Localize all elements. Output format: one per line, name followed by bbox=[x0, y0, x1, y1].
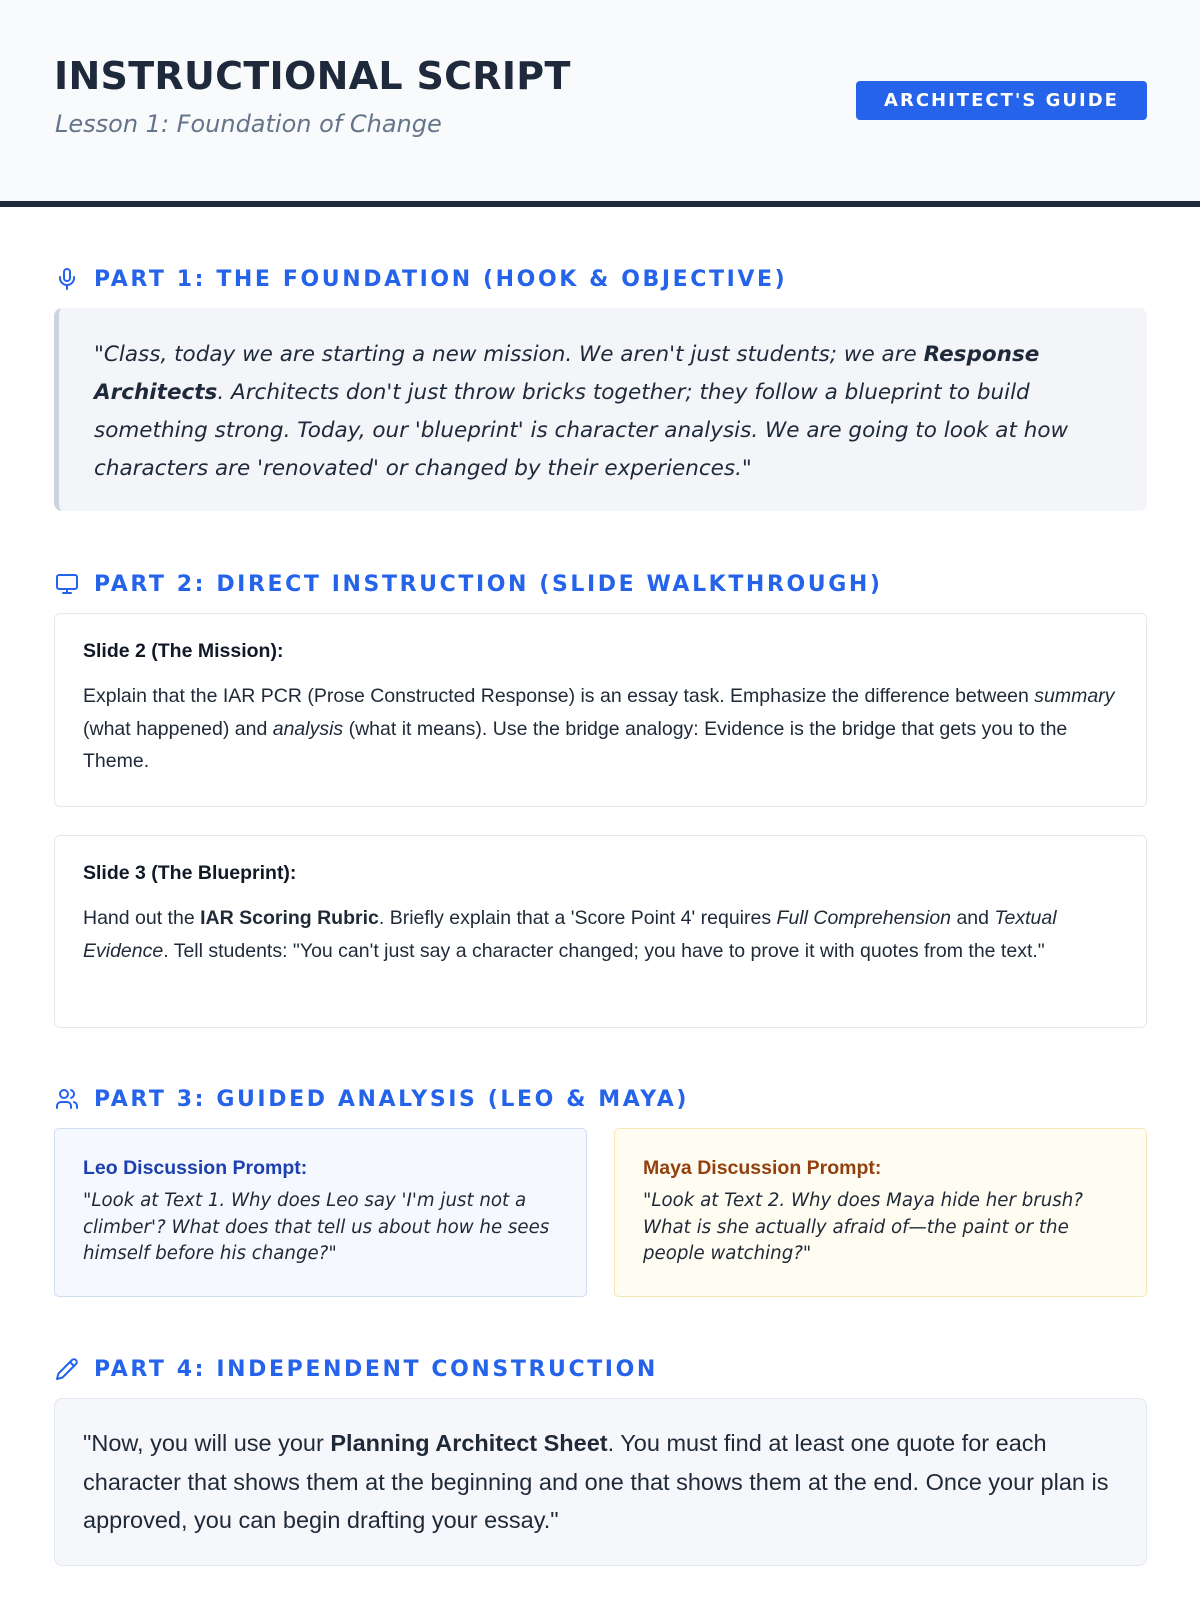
part1-heading bbox=[54, 264, 787, 294]
slide-3-card bbox=[54, 835, 1147, 1028]
lesson-subtitle: Lesson 1: Foundation of Change bbox=[55, 110, 442, 138]
leo-prompt-text: "Look at Text 1. Why does Leo say 'I'm just not a climber'? What does that tell us about how he sees himself before his change?" bbox=[83, 1190, 550, 1264]
hook-quote-text: "Class, today we are starting a new mission. We aren't just students; we are Response Architects. Architects don't just throw bricks together; they follow a blueprint to build something strong. Today, our 'blueprint' is character analysis. We are going to look at how characters are 'renovated' or changed by their experiences." bbox=[94, 342, 1069, 481]
construction-instructions bbox=[54, 1398, 1147, 1566]
slide-2-body: Explain that the IAR PCR (Prose Constructed Response) is an essay task. Emphasize the difference between summary (what happened) and analysis (what it means). Use the bridge analogy: Evidence is the bridge that gets you to the Theme. bbox=[83, 685, 1115, 772]
planning-sheet-term: Planning Architect Sheet bbox=[330, 1430, 608, 1456]
hook-quote bbox=[54, 308, 1147, 511]
part4-heading-label: PART 4: INDEPENDENT CONSTRUCTION bbox=[94, 1356, 658, 1382]
part1-heading-label: PART 1: THE FOUNDATION (HOOK & OBJECTIVE) bbox=[94, 266, 788, 292]
maya-prompt-card bbox=[614, 1128, 1147, 1297]
leo-prompt-title: Leo Discussion Prompt: bbox=[83, 1157, 308, 1179]
monitor-icon bbox=[54, 571, 80, 597]
part3-heading-label: PART 3: GUIDED ANALYSIS (LEO & MAYA) bbox=[94, 1086, 689, 1112]
pencil-icon bbox=[54, 1356, 80, 1382]
part4-heading bbox=[54, 1354, 658, 1384]
maya-prompt-title: Maya Discussion Prompt: bbox=[643, 1157, 882, 1179]
maya-prompt-text: "Look at Text 2. Why does Maya hide her brush? What is she actually afraid of—the paint or the people watching?" bbox=[643, 1190, 1083, 1264]
leo-prompt-card bbox=[54, 1128, 587, 1297]
slide-3-title: Slide 3 (The Blueprint): bbox=[83, 862, 297, 884]
microphone-icon bbox=[54, 266, 80, 292]
page-header bbox=[0, 0, 1200, 207]
page-title: INSTRUCTIONAL SCRIPT bbox=[54, 54, 571, 98]
part2-heading bbox=[54, 569, 883, 599]
response-architects-term: Response Architects bbox=[94, 342, 1040, 405]
guide-badge: ARCHITECT'S GUIDE bbox=[856, 81, 1147, 120]
users-icon bbox=[54, 1086, 80, 1112]
slide-2-card bbox=[54, 613, 1147, 807]
slide-2-title: Slide 2 (The Mission): bbox=[83, 640, 284, 662]
part3-heading bbox=[54, 1084, 689, 1114]
part2-heading-label: PART 2: DIRECT INSTRUCTION (SLIDE WALKTHROUGH) bbox=[94, 571, 883, 597]
construction-text: "Now, you will use your Planning Architect Sheet. You must find at least one quote for each character that shows them at the beginning and one that shows them at the end. Once your plan is approved, you can begin drafting your essay." bbox=[83, 1430, 1109, 1533]
slide-3-body: Hand out the IAR Scoring Rubric. Briefly explain that a 'Score Point 4' requires Full Comprehension and Textual Evidence. Tell students: "You can't just say a character changed; you have to prove it with quotes from the text." bbox=[83, 907, 1057, 962]
